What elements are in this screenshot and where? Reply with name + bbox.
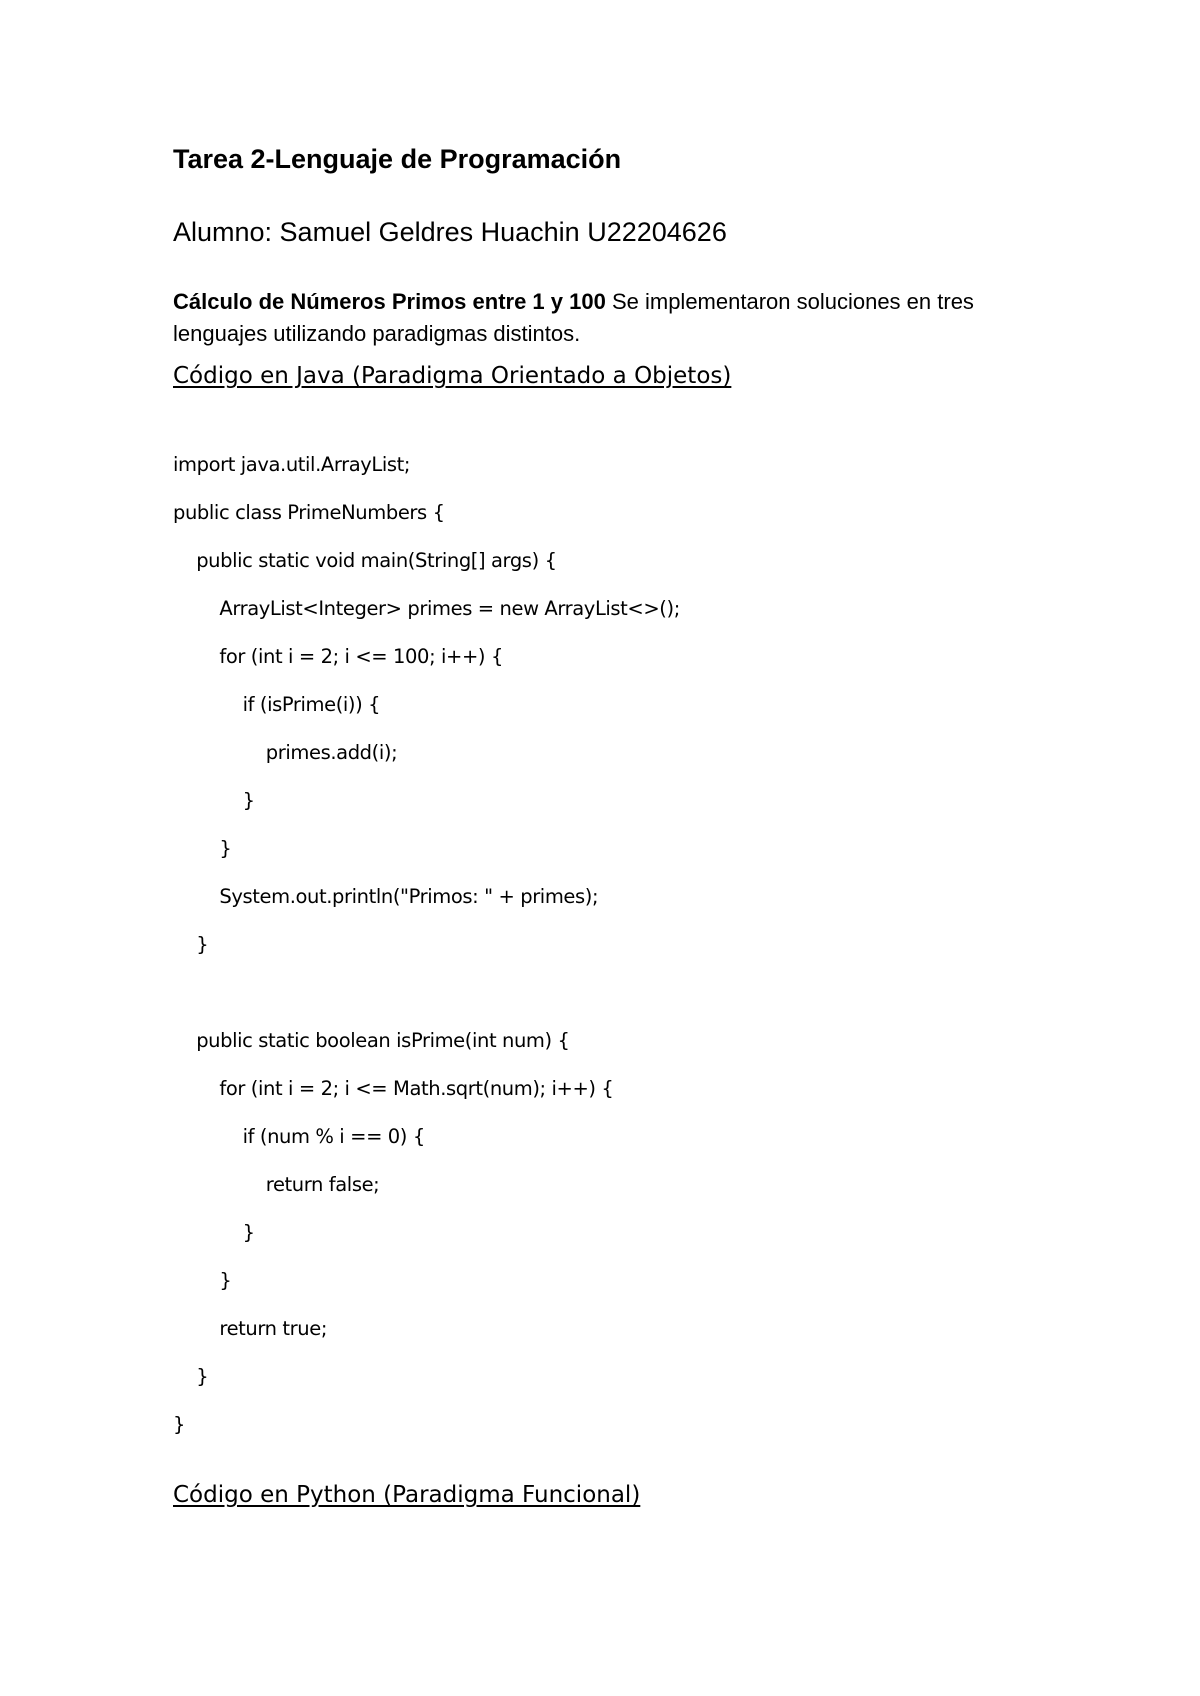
section-heading-java: Código en Java (Paradigma Orientado a Objetos)	[173, 363, 732, 389]
code-line: if (isPrime(i)) {	[173, 693, 381, 716]
code-line: }	[173, 933, 209, 956]
code-line: }	[173, 1365, 209, 1388]
code-line: return true;	[173, 1317, 327, 1340]
code-line: for (int i = 2; i <= Math.sqrt(num); i++) {	[173, 1077, 614, 1100]
code-line: if (num % i == 0) {	[173, 1125, 425, 1148]
code-line: }	[173, 789, 255, 812]
code-line: }	[173, 1221, 255, 1244]
code-line: }	[173, 1269, 232, 1292]
code-line-blank	[173, 976, 680, 1024]
code-line: }	[173, 1413, 186, 1436]
code-line: ArrayList<Integer> primes = new ArrayList<>();	[173, 597, 680, 620]
intro-paragraph	[173, 286, 1053, 350]
code-line: for (int i = 2; i <= 100; i++) {	[173, 645, 503, 668]
intro-text: Se implementaron soluciones en tres lenguajes utilizando paradigmas distintos.	[173, 289, 974, 346]
code-line: }	[173, 837, 232, 860]
code-line: public static boolean isPrime(int num) {	[173, 1029, 570, 1052]
section-heading-python: Código en Python (Paradigma Funcional)	[173, 1482, 641, 1508]
code-line: primes.add(i);	[173, 741, 398, 764]
code-line: System.out.println("Primos: " + primes);	[173, 885, 599, 908]
document-title: Tarea 2-Lenguaje de Programación	[173, 144, 622, 174]
student-line: Alumno: Samuel Geldres Huachin U22204626	[173, 217, 727, 247]
code-line: public class PrimeNumbers {	[173, 501, 445, 524]
intro-lead: Cálculo de Números Primos entre 1 y 100	[173, 289, 606, 314]
code-line: return false;	[173, 1173, 380, 1196]
code-line: import java.util.ArrayList;	[173, 453, 411, 476]
java-code-block	[173, 448, 680, 1456]
code-line: public static void main(String[] args) {	[173, 549, 557, 572]
